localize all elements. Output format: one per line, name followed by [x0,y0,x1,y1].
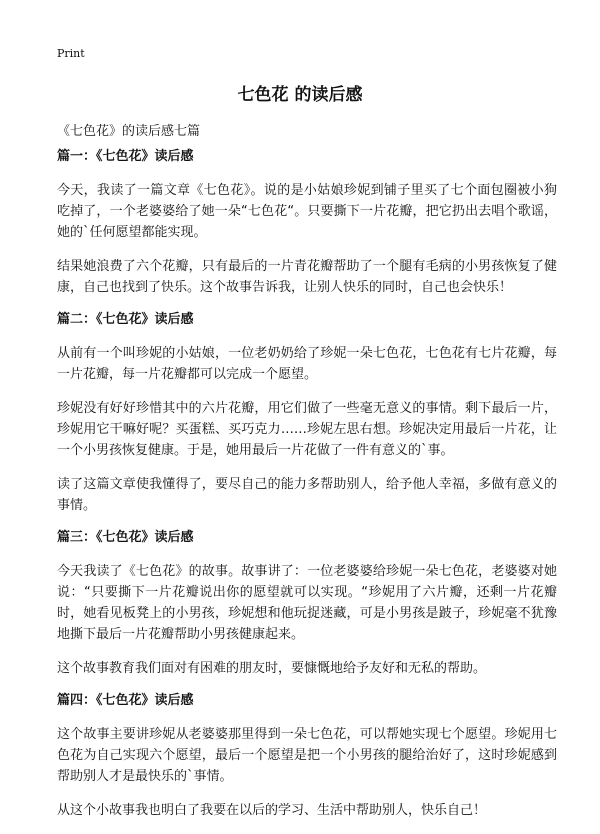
section-3 [57,529,557,679]
paragraph: 今天我读了《七色花》的故事。故事讲了：一位老婆婆给珍妮一朵七色花，老婆婆对她说：“只要撕下一片花瓣说出你的愿望就可以实现。“珍妮用了六片瓣，还剩一片花瓣时，她看见板凳上的小男孩，珍妮想和他玩捉迷藏，可是小男孩是跛子，珍妮毫不犹豫地撕下最后一片花瓣帮助小男孩健康起来。 [57,564,557,642]
section-heading: 篇一：《七色花》读后感 [57,149,194,164]
print-label: Print [57,47,85,60]
paragraph: 结果她浪费了六个花瓣，只有最后的一片青花瓣帮助了一个腿有毛病的小男孩恢复了健康，自己也找到了快乐。这个故事告诉我，让别人快乐的同时，自己也会快乐！ [57,259,557,295]
paragraph: 从前有一个叫珍妮的小姑娘，一位老奶奶给了珍妮一朵七色花，七色花有七片花瓣，每一片花瓣，每一片花瓣都可以完成一个愿望。 [57,346,557,382]
section-1 [57,148,557,298]
section-heading: 篇二：《七色花》读后感 [57,312,194,327]
document-subtitle: 《七色花》的读后感七篇 [57,124,201,139]
paragraph: 今天，我读了一篇文章《七色花》。说的是小姑娘珍妮到铺子里买了七个面包圈被小狗吃掉了，一个老婆婆给了她一朵“七色花“。只要撕下一片花瓣，把它扔出去唱个歌谣，她的`任何愿望都能实现。 [57,183,557,240]
section-heading: 篇四：《七色花》读后感 [57,693,194,708]
page-title: 七色花 的读后感 [237,85,363,105]
paragraph: 从这个小故事我也明白了我要在以后的学习、生活中帮助别人，快乐自己！ [57,803,487,818]
paragraph: 读了这篇文章使我懂得了，要尽自己的能力多帮助别人，给予他人幸福，多做有意义的事情。 [57,477,557,513]
section-4 [57,692,557,821]
paragraph: 这个故事主要讲珍妮从老婆婆那里得到一朵七色花，可以帮她实现七个愿望。珍妮用七色花为自己实现六个愿望，最后一个愿望是把一个小男孩的腿给治好了，这时珍妮感到帮助别人才是最快乐的`事情。 [57,727,557,784]
section-heading: 篇三：《七色花》读后感 [57,530,194,545]
paragraph: 珍妮没有好好珍惜其中的六片花瓣，用它们做了一些毫无意义的事情。剩下最后一片，珍妮用它干嘛好呢？买蛋糕、买巧克力……珍妮左思右想。珍妮决定用最后一片花，让一个小男孩恢复健康。于是，她用最后一片花做了一件有意义的`事。 [57,401,557,458]
paragraph: 这个故事教育我们面对有困难的朋友时，要慷慨地给予友好和无私的帮助。 [57,661,487,676]
document-body [57,148,557,834]
section-2 [57,311,557,516]
